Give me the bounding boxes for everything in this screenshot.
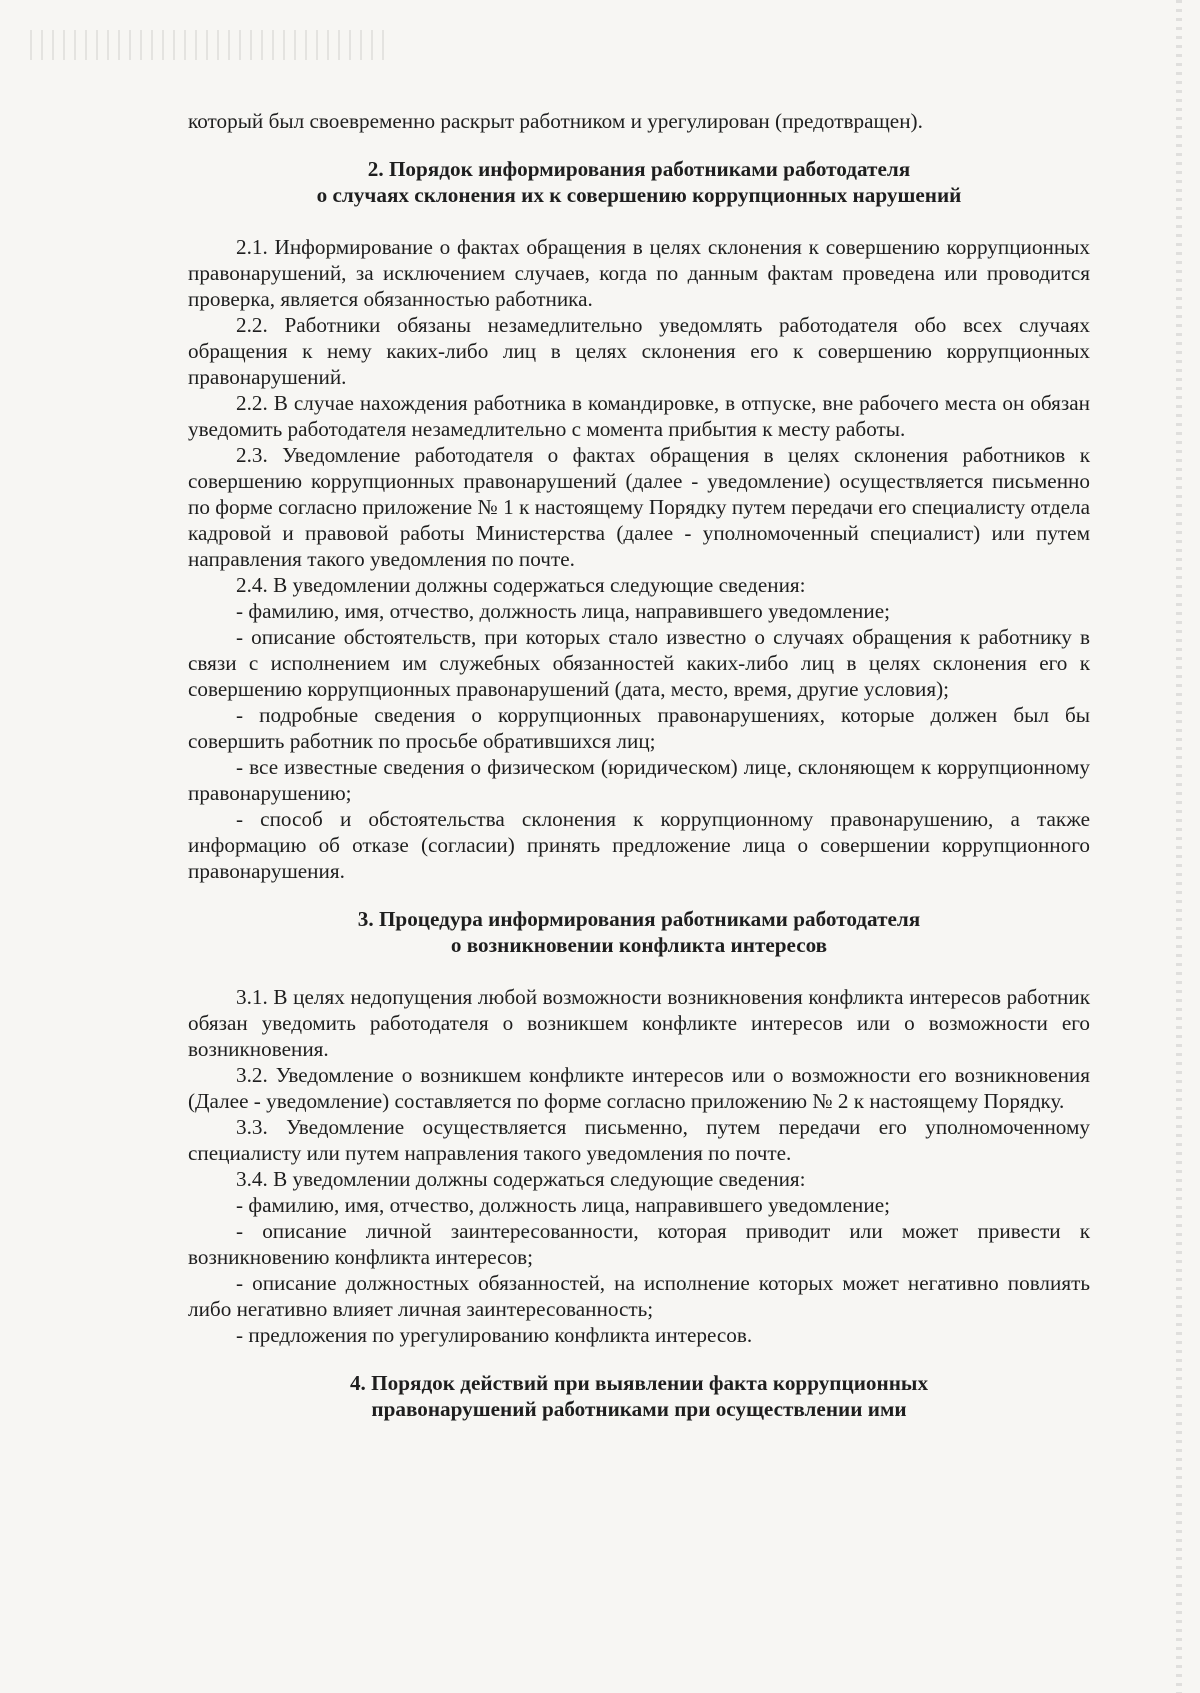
list-item-2-4-d: - все известные сведения о физическом (юридическом) лице, склоняющем к коррупционному правонарушению; (188, 755, 1090, 805)
paragraph-3-1: 3.1. В целях недопущения любой возможности возникновения конфликта интересов работник обязан уведомить работодателя о возникшем конфликте интересов или о возможности его возникновения. (188, 985, 1090, 1061)
list-item-3-4-d: - предложения по урегулированию конфликта интересов. (236, 1323, 753, 1347)
paragraph-2-2: 2.2. Работники обязаны незамедлительно уведомлять работодателя обо всех случаях обращения к нему каких-либо лиц в целях склонения его к совершению коррупционных правонарушений. (188, 313, 1090, 389)
paragraph-2-2-b: 2.2. В случае нахождения работника в командировке, в отпуске, вне рабочего места он обязан уведомить работодателя незамедлительно с момента прибытия к месту работы. (188, 391, 1090, 441)
list-item-2-4-b: - описание обстоятельств, при которых стало известно о случаях обращения к работнику в связи с исполнением им служебных обязанностей каких-либо лиц в целях склонения его к совершению коррупционных правонарушений (дата, место, время, другие условия); (188, 625, 1090, 701)
paragraph-2-1: 2.1. Информирование о фактах обращения в целях склонения к совершению коррупционных правонарушений, за исключением случаев, когда по данным фактам проведена или проводится проверка, является обязанностью работника. (188, 235, 1090, 311)
section-3-title-line-2: о возникновении конфликта интересов (450, 933, 828, 957)
list-item-3-4-c: - описание должностных обязанностей, на исполнение которых может негативно повлиять либо негативно влияет личная заинтересованность; (188, 1271, 1090, 1321)
paragraph-3-2: 3.2. Уведомление о возникшем конфликте интересов или о возможности его возникновения (Далее - уведомление) составляется по форме согласно приложению № 2 к настоящему Порядку. (188, 1063, 1090, 1113)
scan-edge (1176, 0, 1182, 1693)
list-item-2-4-c: - подробные сведения о коррупционных правонарушениях, которые должен был бы совершить работник по просьбе обратившихся лиц; (188, 703, 1090, 753)
list-item-3-4-b: - описание личной заинтересованности, которая приводит или может привести к возникновению конфликта интересов; (188, 1219, 1090, 1269)
paragraph-3-3: 3.3. Уведомление осуществляется письменно, путем передачи его уполномоченному специалисту или путем направления такого уведомления по почте. (188, 1115, 1090, 1165)
scan-noise (30, 30, 390, 60)
section-4-title-line-2: правонарушений работниками при осуществлении ими (371, 1397, 907, 1421)
section-4-title-line-1: 4. Порядок действий при выявлении факта коррупционных (349, 1371, 929, 1395)
paragraph-2-3: 2.3. Уведомление работодателя о фактах обращения в целях склонения работников к совершению коррупционных правонарушений (далее - уведомление) осуществляется письменно по форме согласно приложение № 1 к настоящему Порядку путем передачи его специалисту отдела кадровой и правовой работы Министерства (далее - уполномоченный специалист) или путем направления такого уведомления по почте. (188, 443, 1090, 571)
list-item-2-4-a: - фамилию, имя, отчество, должность лица, направившего уведомление; (236, 599, 890, 623)
paragraph-2-4: 2.4. В уведомлении должны содержаться следующие сведения: (236, 573, 806, 597)
section-3-title-line-1: 3. Процедура информирования работниками работодателя (357, 907, 921, 931)
section-2-title-line-1: 2. Порядок информирования работниками работодателя (367, 157, 911, 181)
list-item-3-4-a: - фамилию, имя, отчество, должность лица, направившего уведомление; (236, 1193, 890, 1217)
section-2-title-line-2: о случаях склонения их к совершению коррупционных нарушений (316, 183, 962, 207)
paragraph-3-4: 3.4. В уведомлении должны содержаться следующие сведения: (236, 1167, 806, 1191)
list-item-2-4-e: - способ и обстоятельства склонения к коррупционному правонарушению, а также информацию об отказе (согласии) принять предложение лица о совершении коррупционного правонарушения. (188, 807, 1090, 883)
document-body (188, 108, 1090, 1422)
continuation-line: который был своевременно раскрыт работником и урегулирован (предотвращен). (188, 109, 923, 133)
